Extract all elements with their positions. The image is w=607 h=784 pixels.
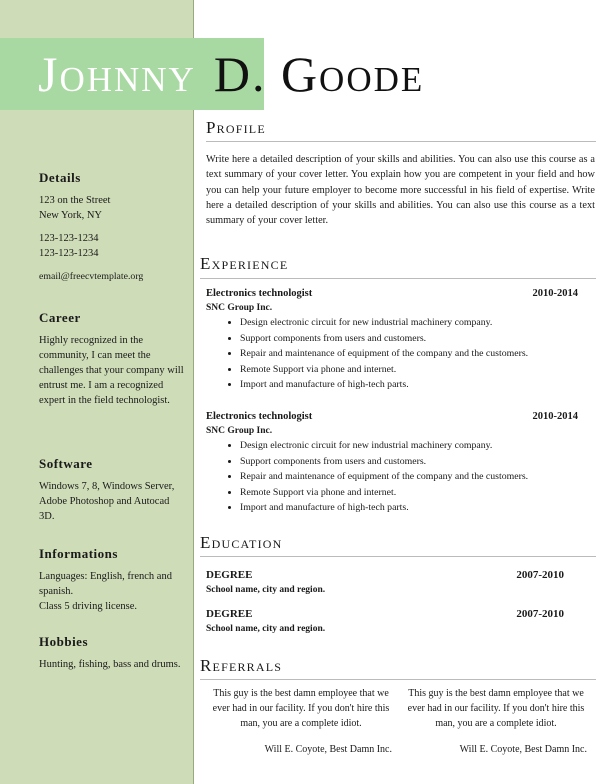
profile-divider	[206, 141, 596, 142]
job-entry	[206, 409, 578, 516]
career-section	[39, 310, 187, 408]
career-heading: Career	[39, 310, 81, 325]
school-name: School name, city and region.	[206, 624, 326, 634]
hobbies-section	[39, 634, 187, 672]
referral-text: This guy is the best damn employee that we ever had in our facility. If you don't hire this man, you are a complete idiot.	[407, 688, 585, 729]
job-title: Electronics technologist	[206, 411, 313, 422]
education-years: 2007-2010	[516, 608, 564, 620]
list-item: • Repair and maintenance of equipment of the company and the customers.	[240, 469, 578, 485]
phone-2: 123-123-1234	[39, 248, 99, 259]
address-line-1: 123 on the Street	[39, 195, 111, 206]
education-years: 2007-2010	[516, 569, 564, 581]
education-entry	[206, 606, 564, 636]
hobbies-heading: Hobbies	[39, 634, 89, 649]
list-item: • Import and manufacture of high-tech parts.	[240, 377, 578, 393]
education-heading: Education	[200, 533, 283, 552]
referral-quote	[405, 686, 587, 755]
education-divider	[200, 556, 596, 557]
list-item: • Support components from users and customers.	[240, 454, 578, 470]
job-company: SNC Group Inc.	[206, 303, 273, 313]
referrals-heading: Referrals	[200, 656, 283, 675]
email: email@freecvtemplate.org	[39, 271, 144, 282]
job-duties	[206, 438, 578, 516]
hobbies-text: Hunting, fishing, bass and drums.	[39, 659, 181, 670]
list-item: • Remote Support via phone and internet.	[240, 485, 578, 501]
career-text: Highly recognized in the community, I can meet the challenges that your company will entrust me. I am a recognized expert in the field technologist.	[39, 335, 184, 406]
list-item: • Support components from users and customers.	[240, 331, 578, 347]
software-heading: Software	[39, 456, 93, 471]
list-item: • Import and manufacture of high-tech parts.	[240, 500, 578, 516]
informations-heading: Informations	[39, 546, 118, 561]
software-text: Windows 7, 8, Windows Server, Adobe Photoshop and Autocad 3D.	[39, 481, 175, 522]
phone-1: 123-123-1234	[39, 233, 99, 244]
school-name: School name, city and region.	[206, 585, 326, 595]
job-company: SNC Group Inc.	[206, 426, 273, 436]
job-entry	[206, 286, 578, 393]
list-item: • Remote Support via phone and internet.	[240, 362, 578, 378]
last-name: D. Goode	[213, 46, 425, 102]
referral-text: This guy is the best damn employee that we ever had in our facility. If you don't hire this man, you are a complete idiot.	[212, 688, 390, 729]
degree: DEGREE	[206, 569, 253, 581]
job-years: 2010-2014	[532, 411, 578, 422]
referral-quote	[210, 686, 392, 755]
address-line-2: New York, NY	[39, 210, 103, 221]
details-section	[39, 170, 187, 284]
profile-heading: Profile	[206, 118, 266, 137]
first-name: Johnny	[38, 46, 196, 102]
software-section	[39, 456, 187, 524]
experience-divider	[200, 278, 596, 279]
referrals-divider	[200, 679, 596, 680]
referral-signature: Will E. Coyote, Best Damn Inc.	[264, 744, 392, 755]
referral-signature: Will E. Coyote, Best Damn Inc.	[459, 744, 587, 755]
profile-text: Write here a detailed description of your skills and abilities. You can also use this course as a text summary of your cover letter. You explain how you are competent in your field and how you can help your future employer to become more successful in his field of expertise. Write here a detailed description of your skills and abilities. You can also use this course as a text summary of your cover letter.	[206, 154, 595, 227]
job-title: Electronics technologist	[206, 288, 313, 299]
job-years: 2010-2014	[532, 288, 578, 299]
informations-section	[39, 546, 187, 614]
list-item: • Design electronic circuit for new industrial machinery company.	[240, 315, 578, 331]
languages-text: Languages: English, french and spanish.	[39, 571, 172, 597]
page-title	[38, 46, 424, 102]
job-duties	[206, 315, 578, 393]
list-item: • Design electronic circuit for new industrial machinery company.	[240, 438, 578, 454]
education-entry	[206, 567, 564, 597]
license-text: Class 5 driving license.	[39, 601, 137, 612]
experience-heading: Experience	[200, 254, 289, 273]
list-item: • Repair and maintenance of equipment of the company and the customers.	[240, 346, 578, 362]
details-heading: Details	[39, 170, 81, 185]
degree: DEGREE	[206, 608, 253, 620]
